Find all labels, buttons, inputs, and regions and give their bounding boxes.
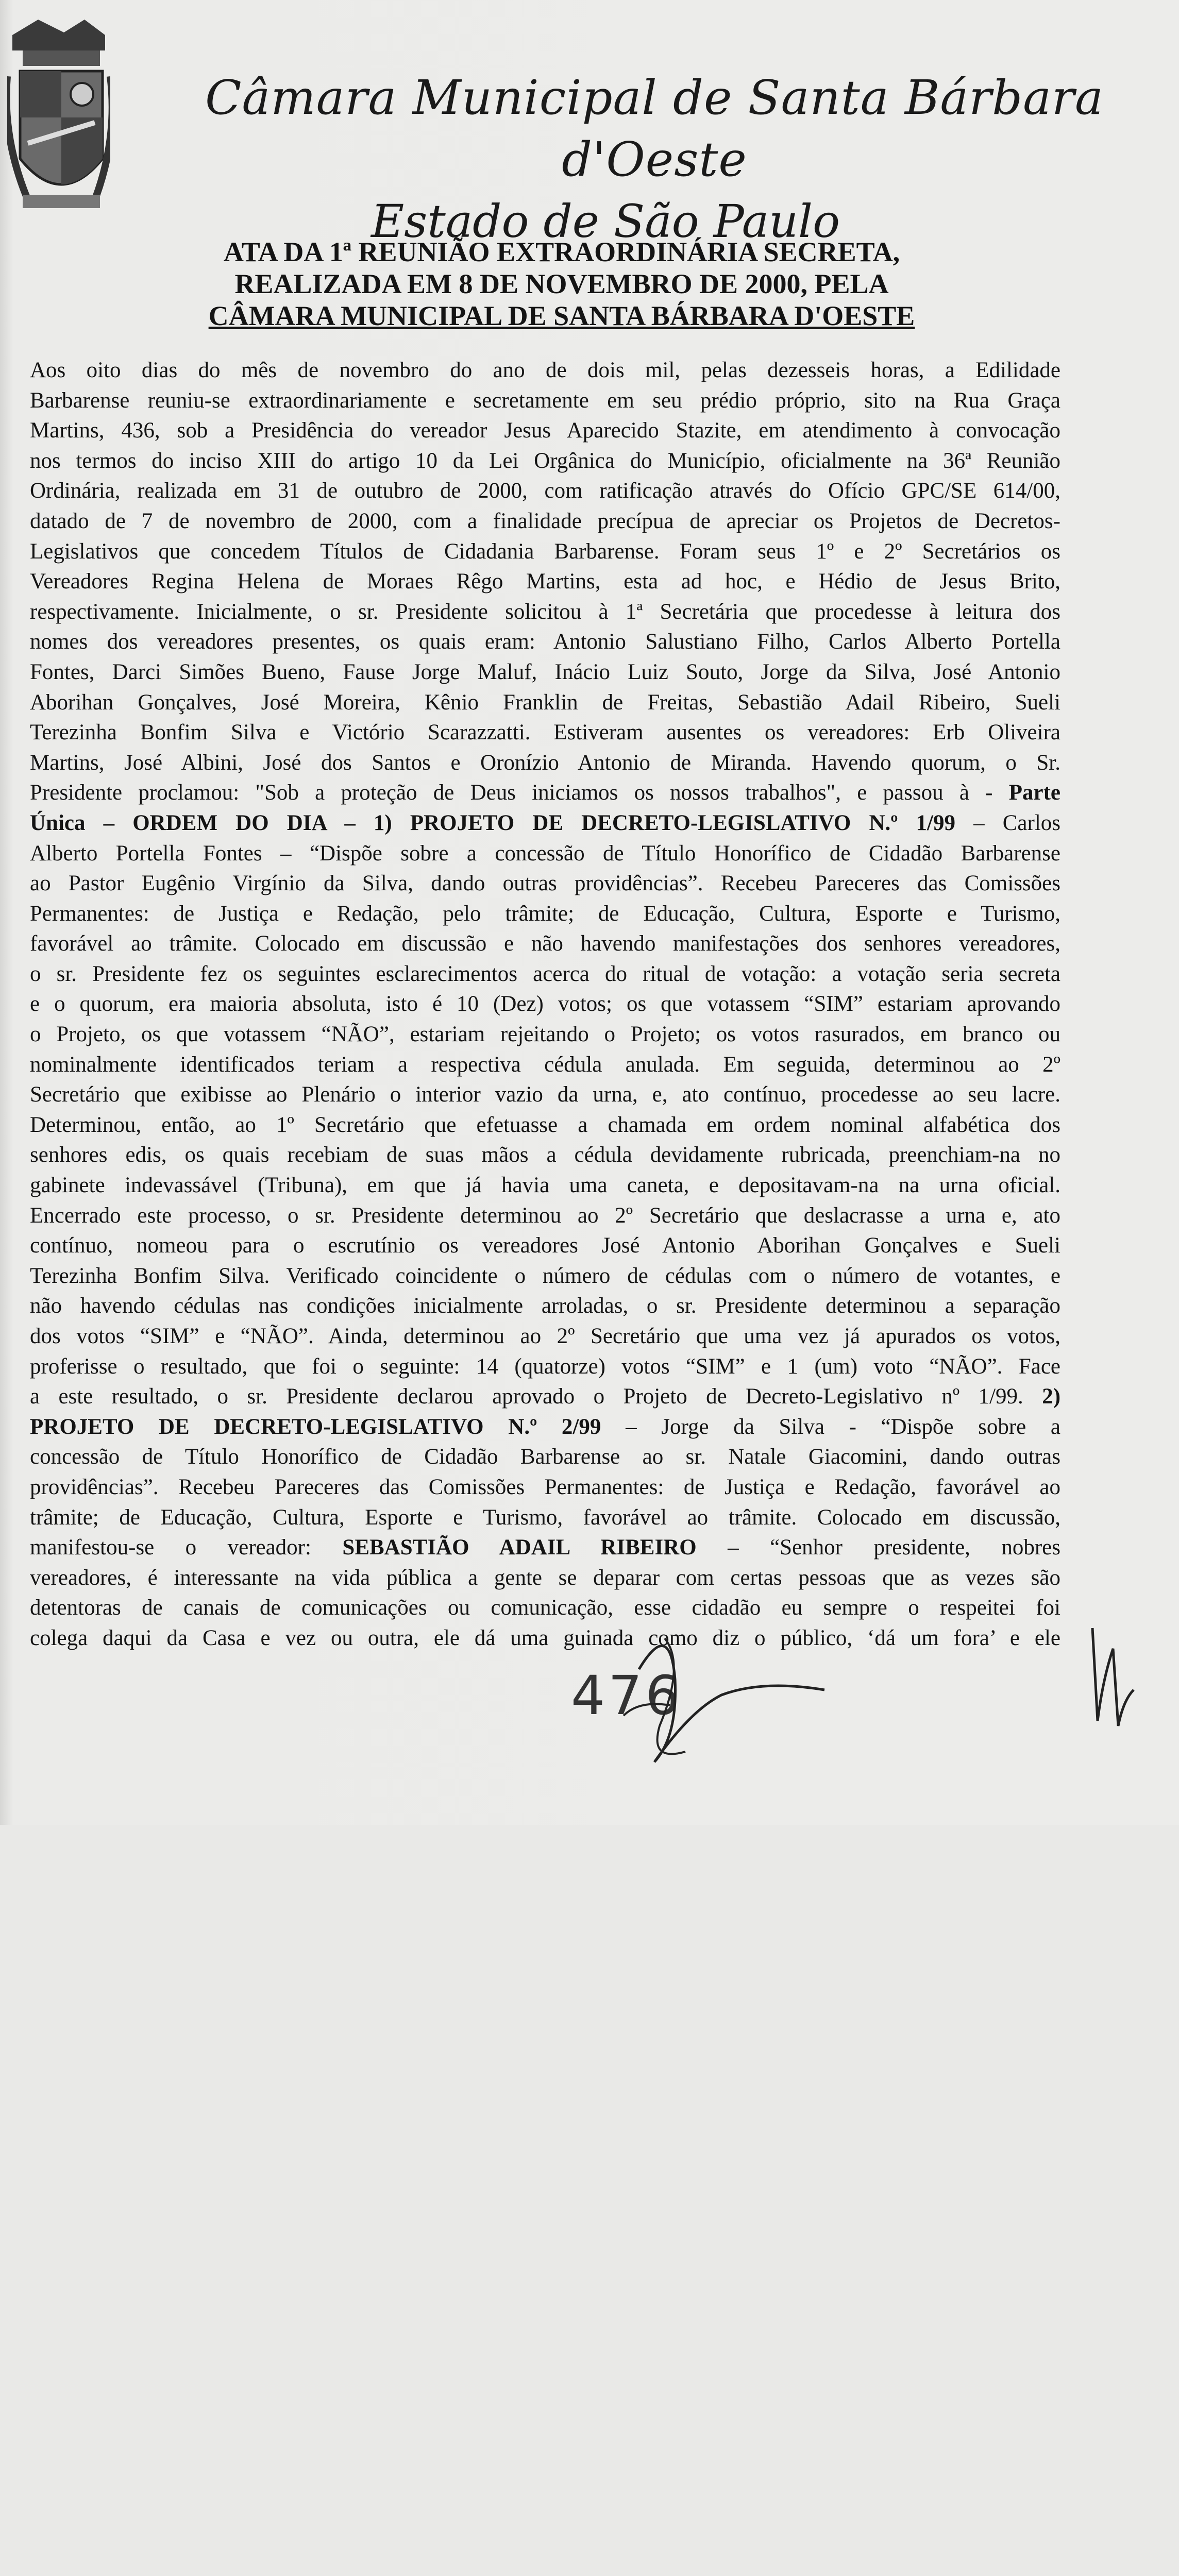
bold-run: PROJETO DE DECRETO-LEGISLATIVO N.º 2/99 bbox=[30, 1414, 601, 1439]
text-line bbox=[30, 778, 1060, 808]
text-line: colega daqui da Casa e vez ou outra, ele dá uma guinada como diz o público, ‘dá um fora’ e ele bbox=[30, 1625, 1060, 1650]
text-line: e o quorum, era maioria absoluta, isto é 10 (Dez) votos; os que votassem “SIM” estariam aprovando bbox=[30, 992, 1060, 1016]
minutes-body bbox=[30, 355, 1060, 1654]
handwritten-initials bbox=[1082, 1618, 1139, 1741]
text-line: respectivamente. Inicialmente, o sr. Presidente solicitou à 1ª Secretária que procedesse à leitura dos bbox=[30, 599, 1060, 624]
text-line: Permanentes: de Justiça e Redação, pelo trâmite; de Educação, Cultura, Esporte e Turismo, bbox=[30, 901, 1060, 926]
bold-run: Parte bbox=[1008, 781, 1060, 805]
text-line: Terezinha Bonfim Silva e Victório Scarazzatti. Estiveram ausentes os vereadores: Erb Oliveira bbox=[30, 720, 1060, 745]
text-line bbox=[30, 1533, 1060, 1563]
text-line: senhores edis, os quais recebiam de suas mãos a cédula devidamente rubricada, preenchiam-na no bbox=[30, 1143, 1060, 1167]
text-line bbox=[30, 1382, 1060, 1412]
text-line: trâmite; de Educação, Cultura, Esporte e Turismo, favorável ao trâmite. Colocado em discussão, bbox=[30, 1505, 1060, 1530]
line-text: – Carlos bbox=[973, 810, 1060, 835]
text-line: Aborihan Gonçalves, José Moreira, Kênio Franklin de Freitas, Sebastião Adail Ribeiro, Sueli bbox=[30, 690, 1060, 715]
line-text: a este resultado, o sr. Presidente declarou aprovado o Projeto de Decreto-Legislativo nº 1/99. bbox=[30, 1384, 1023, 1409]
text-line: Vereadores Regina Helena de Moraes Rêgo Martins, esta ad hoc, e Hédio de Jesus Brito, bbox=[30, 569, 1060, 594]
text-line: proferisse o resultado, que foi o seguinte: 14 (quatorze) votos “SIM” e 1 (um) voto “NÃO”. Face bbox=[30, 1354, 1060, 1379]
text-line: dos votos “SIM” e “NÃO”. Ainda, determinou ao 2º Secretário que uma vez já apurados os votos, bbox=[30, 1324, 1060, 1348]
page-number: 476 bbox=[571, 1664, 683, 1727]
text-line bbox=[30, 1412, 1060, 1443]
line-text: Presidente proclamou: "Sob a proteção de Deus iniciamos os nossos trabalhos", e passou à - bbox=[30, 781, 993, 805]
coat-of-arms-logo bbox=[7, 14, 110, 221]
text-line: vereadores, é interessante na vida pública a gente se deparar com certas pessoas que as vezes são bbox=[30, 1565, 1060, 1590]
letterhead-footer bbox=[0, 1776, 1179, 1825]
text-line: Ordinária, realizada em 31 de outubro de 2000, com ratificação através do Ofício GPC/SE 614/00, bbox=[30, 479, 1060, 503]
bold-run: SEBASTIÃO ADAIL RIBEIRO bbox=[342, 1535, 697, 1560]
text-line: Barbarense reuniu-se extraordinariamente e secretamente em seu prédio próprio, sito na Rua Graça bbox=[30, 388, 1060, 413]
title-line: CÂMARA MUNICIPAL DE SANTA BÁRBARA D'OESTE bbox=[208, 300, 915, 331]
letterhead-state: Estado de São Paulo bbox=[370, 195, 840, 248]
text-line: Martins, 436, sob a Presidência do vereador Jesus Aparecido Stazite, em atendimento à convocação bbox=[30, 418, 1060, 443]
line-text: – Jorge da Silva - “Dispõe sobre a bbox=[626, 1414, 1060, 1439]
handwritten-signature bbox=[608, 1607, 845, 1777]
text-line: favorável ao trâmite. Colocado em discussão e não havendo manifestações dos senhores vereadores, bbox=[30, 931, 1060, 956]
text-line: Alberto Portella Fontes – “Dispõe sobre a concessão de Título Honorífico de Cidadão Barbarense bbox=[30, 841, 1060, 866]
text-line: contínuo, nomeou para o escrutínio os vereadores José Antonio Aborihan Gonçalves e Sueli bbox=[30, 1233, 1060, 1258]
text-line: Aos oito dias do mês de novembro do ano de dois mil, pelas dezesseis horas, a Edilidade bbox=[30, 358, 1060, 382]
text-line: Fontes, Darci Simões Bueno, Fause Jorge Maluf, Inácio Luiz Souto, Jorge da Silva, José Antonio bbox=[30, 659, 1060, 684]
text-line: nominalmente identificados teriam a respectiva cédula anulada. Em seguida, determinou ao 2º bbox=[30, 1052, 1060, 1077]
bold-run: 2) bbox=[1042, 1384, 1060, 1409]
text-line: datado de 7 de novembro de 2000, com a finalidade precípua de apreciar os Projetos de Decretos- bbox=[30, 509, 1060, 533]
text-line: ao Pastor Eugênio Virgínio da Silva, dando outras providências”. Recebeu Pareceres das Comissões bbox=[30, 871, 1060, 896]
text-line: Determinou, então, ao 1º Secretário que efetuasse a chamada em ordem nominal alfabética dos bbox=[30, 1112, 1060, 1137]
text-line: Martins, José Albini, José dos Santos e Oronízio Antonio de Miranda. Havendo quorum, o Sr. bbox=[30, 750, 1060, 775]
text-line: gabinete indevassável (Tribuna), em que já havia uma caneta, e depositavam-na na urna oficial. bbox=[30, 1173, 1060, 1198]
line-text: – “Senhor presidente, nobres bbox=[728, 1535, 1060, 1560]
text-line: Secretário que exibisse ao Plenário o interior vazio da urna, e, ato contínuo, procedesse ao seu lacre. bbox=[30, 1082, 1060, 1107]
text-line: o Projeto, os que votassem “NÃO”, estariam rejeitando o Projeto; os votos rasurados, em branco ou bbox=[30, 1022, 1060, 1047]
text-line: Legislativos que concedem Títulos de Cidadania Barbarense. Foram seus 1º e 2º Secretários os bbox=[30, 539, 1060, 564]
text-line: providências”. Recebeu Pareceres das Comissões Permanentes: de Justiça e Redação, favorável ao bbox=[30, 1475, 1060, 1499]
minutes-title bbox=[170, 236, 953, 332]
text-line: Terezinha Bonfim Silva. Verificado coincidente o número de cédulas com o número de votantes, e bbox=[30, 1263, 1060, 1288]
text-line: não havendo cédulas nas condições inicialmente arroladas, o sr. Presidente determinou a separação bbox=[30, 1294, 1060, 1318]
line-text: manifestou-se o vereador: bbox=[30, 1535, 311, 1560]
text-line: detentoras de canais de comunicações ou comunicação, esse cidadão eu sempre o respeitei foi bbox=[30, 1596, 1060, 1620]
text-line: nos termos do inciso XIII do artigo 10 da Lei Orgânica do Município, oficialmente na 36ª Reunião bbox=[30, 448, 1060, 473]
text-line: o sr. Presidente fez os seguintes esclarecimentos acerca do ritual de votação: a votação seria secreta bbox=[30, 961, 1060, 986]
text-line: Encerrado este processo, o sr. Presidente determinou ao 2º Secretário que deslacrasse a urna e, ato bbox=[30, 1203, 1060, 1228]
bold-run: Única – ORDEM DO DIA – 1) PROJETO DE DECRETO-LEGISLATIVO N.º 1/99 bbox=[30, 810, 956, 835]
title-line: ATA DA 1ª REUNIÃO EXTRAORDINÁRIA SECRETA, bbox=[223, 236, 900, 267]
title-line: REALIZADA EM 8 DE NOVEMBRO DE 2000, PELA bbox=[234, 268, 889, 299]
text-line: nomes dos vereadores presentes, os quais eram: Antonio Salustiano Filho, Carlos Alberto Portella bbox=[30, 630, 1060, 654]
text-line: concessão de Título Honorífico de Cidadão Barbarense ao sr. Natale Giacomini, dando outras bbox=[30, 1445, 1060, 1469]
text-line bbox=[30, 808, 1060, 839]
letterhead-chamber-name: Câmara Municipal de Santa Bárbara d'Oeste bbox=[205, 70, 1104, 187]
letterhead bbox=[155, 67, 1154, 252]
